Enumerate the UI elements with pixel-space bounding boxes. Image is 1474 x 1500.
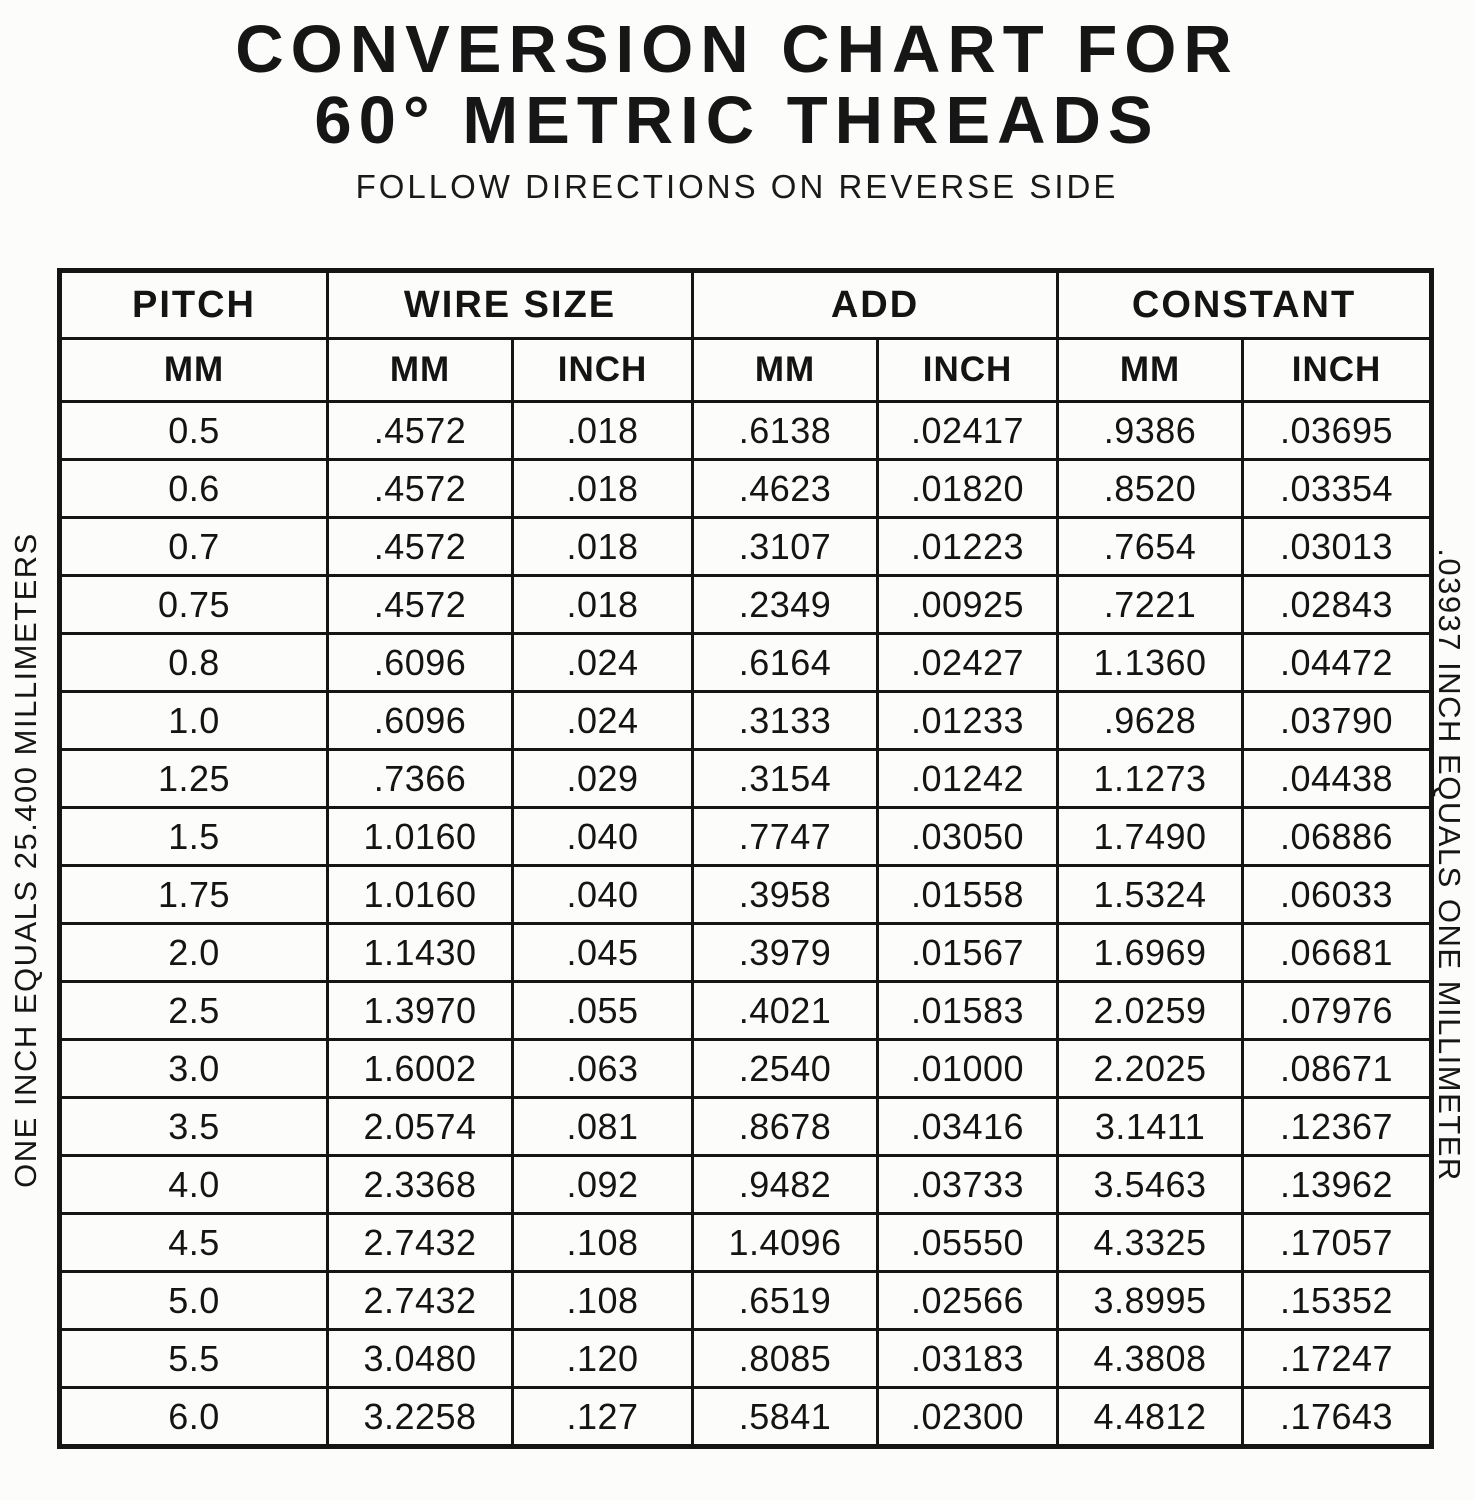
table-cell: .03733 <box>878 1156 1058 1214</box>
page-title-line-1: CONVERSION CHART FOR <box>235 12 1239 87</box>
table-cell: .6138 <box>693 402 878 460</box>
table-cell: .127 <box>513 1388 693 1447</box>
table-cell: .4572 <box>328 402 513 460</box>
table-cell: .2349 <box>693 576 878 634</box>
table-cell: .08671 <box>1243 1040 1432 1098</box>
table-body <box>60 402 1432 1447</box>
table-cell: .045 <box>513 924 693 982</box>
table-cell: 1.1360 <box>1058 634 1243 692</box>
table-cell: .04438 <box>1243 750 1432 808</box>
table-cell: .018 <box>513 576 693 634</box>
table-row <box>60 1214 1432 1272</box>
header-pitch: PITCH <box>60 271 328 339</box>
table-cell: .092 <box>513 1156 693 1214</box>
table-cell: .03050 <box>878 808 1058 866</box>
table-cell: 1.1273 <box>1058 750 1243 808</box>
table-cell: .02566 <box>878 1272 1058 1330</box>
table-cell: 3.0480 <box>328 1330 513 1388</box>
table-cell: 1.0160 <box>328 866 513 924</box>
table-cell: .03416 <box>878 1098 1058 1156</box>
table-cell: 2.3368 <box>328 1156 513 1214</box>
table-cell: .6164 <box>693 634 878 692</box>
table-cell: 1.6002 <box>328 1040 513 1098</box>
table-row <box>60 460 1432 518</box>
table-cell: 1.75 <box>60 866 328 924</box>
table-row <box>60 1098 1432 1156</box>
table-cell: .01223 <box>878 518 1058 576</box>
table-cell: .6519 <box>693 1272 878 1330</box>
table-cell: .3154 <box>693 750 878 808</box>
table-row <box>60 982 1432 1040</box>
table-cell: .03183 <box>878 1330 1058 1388</box>
table-cell: 1.0160 <box>328 808 513 866</box>
table-cell: .063 <box>513 1040 693 1098</box>
table-cell: .7221 <box>1058 576 1243 634</box>
table-row <box>60 576 1432 634</box>
table-cell: .6096 <box>328 692 513 750</box>
table-cell: 4.3808 <box>1058 1330 1243 1388</box>
table-cell: 2.2025 <box>1058 1040 1243 1098</box>
table-row <box>60 1040 1432 1098</box>
table-cell: 3.5 <box>60 1098 328 1156</box>
subheader-pitch-mm: MM <box>60 339 328 402</box>
table-cell: .3979 <box>693 924 878 982</box>
table-cell: 3.2258 <box>328 1388 513 1447</box>
table-row <box>60 924 1432 982</box>
table-cell: .8678 <box>693 1098 878 1156</box>
table-row <box>60 1388 1432 1447</box>
table-row <box>60 692 1432 750</box>
table-cell: .4572 <box>328 576 513 634</box>
table-cell: 2.0259 <box>1058 982 1243 1040</box>
table-cell: .01820 <box>878 460 1058 518</box>
table-cell: .4572 <box>328 518 513 576</box>
table-cell: .06886 <box>1243 808 1432 866</box>
table-cell: .02300 <box>878 1388 1058 1447</box>
table-row <box>60 1330 1432 1388</box>
table-cell: .7366 <box>328 750 513 808</box>
table-cell: 1.25 <box>60 750 328 808</box>
left-margin-note: ONE INCH EQUALS 25.400 MILLIMETERS <box>8 532 43 1188</box>
table-cell: .4623 <box>693 460 878 518</box>
table-row <box>60 1272 1432 1330</box>
table-row <box>60 808 1432 866</box>
table-cell: .2540 <box>693 1040 878 1098</box>
group-header-row <box>60 271 1432 339</box>
table-cell: .055 <box>513 982 693 1040</box>
table-cell: .01233 <box>878 692 1058 750</box>
table-cell: 1.6969 <box>1058 924 1243 982</box>
table-cell: .108 <box>513 1214 693 1272</box>
table-cell: .8520 <box>1058 460 1243 518</box>
table-cell: 0.7 <box>60 518 328 576</box>
table-row <box>60 634 1432 692</box>
table-cell: .5841 <box>693 1388 878 1447</box>
table-cell: 0.8 <box>60 634 328 692</box>
table-cell: .17247 <box>1243 1330 1432 1388</box>
table-row <box>60 518 1432 576</box>
table-cell: 4.4812 <box>1058 1388 1243 1447</box>
header-add: ADD <box>693 271 1058 339</box>
table-cell: .040 <box>513 808 693 866</box>
page-title-line-2: 60° METRIC THREADS <box>314 83 1160 159</box>
table-cell: .7747 <box>693 808 878 866</box>
table-cell: .040 <box>513 866 693 924</box>
table-cell: 3.5463 <box>1058 1156 1243 1214</box>
table-cell: .108 <box>513 1272 693 1330</box>
table-cell: .07976 <box>1243 982 1432 1040</box>
table-cell: .01242 <box>878 750 1058 808</box>
table-cell: .17643 <box>1243 1388 1432 1447</box>
table-cell: .02427 <box>878 634 1058 692</box>
table-cell: 3.8995 <box>1058 1272 1243 1330</box>
table-cell: 0.5 <box>60 402 328 460</box>
table-cell: .15352 <box>1243 1272 1432 1330</box>
table-cell: .02417 <box>878 402 1058 460</box>
subheader-add-mm: MM <box>693 339 878 402</box>
table-cell: .3133 <box>693 692 878 750</box>
table-cell: 1.4096 <box>693 1214 878 1272</box>
conversion-table-wrap <box>57 268 1434 1449</box>
table-cell: 6.0 <box>60 1388 328 1447</box>
table-cell: .13962 <box>1243 1156 1432 1214</box>
table-cell: 4.0 <box>60 1156 328 1214</box>
table-cell: .04472 <box>1243 634 1432 692</box>
table-cell: 1.5324 <box>1058 866 1243 924</box>
table-cell: .029 <box>513 750 693 808</box>
table-cell: .6096 <box>328 634 513 692</box>
table-cell: 3.0 <box>60 1040 328 1098</box>
table-cell: 1.0 <box>60 692 328 750</box>
page-header <box>0 0 1474 206</box>
table-cell: .3958 <box>693 866 878 924</box>
table-cell: 0.6 <box>60 460 328 518</box>
conversion-table <box>57 268 1434 1449</box>
table-cell: .01000 <box>878 1040 1058 1098</box>
table-cell: .03013 <box>1243 518 1432 576</box>
table-cell: 1.5 <box>60 808 328 866</box>
table-cell: .05550 <box>878 1214 1058 1272</box>
table-cell: 4.5 <box>60 1214 328 1272</box>
table-cell: .03790 <box>1243 692 1432 750</box>
table-cell: .4572 <box>328 460 513 518</box>
table-cell: .06681 <box>1243 924 1432 982</box>
table-cell: .00925 <box>878 576 1058 634</box>
table-cell: 4.3325 <box>1058 1214 1243 1272</box>
table-cell: .12367 <box>1243 1098 1432 1156</box>
table-cell: 2.7432 <box>328 1214 513 1272</box>
table-cell: .018 <box>513 402 693 460</box>
table-cell: .9386 <box>1058 402 1243 460</box>
table-cell: .7654 <box>1058 518 1243 576</box>
table-cell: .024 <box>513 692 693 750</box>
table-cell: .03695 <box>1243 402 1432 460</box>
subheader-wire-mm: MM <box>328 339 513 402</box>
header-constant: CONSTANT <box>1058 271 1432 339</box>
table-cell: .081 <box>513 1098 693 1156</box>
subheader-constant-inch: INCH <box>1243 339 1432 402</box>
table-row <box>60 1156 1432 1214</box>
table-cell: 2.0 <box>60 924 328 982</box>
sub-header-row <box>60 339 1432 402</box>
table-cell: .02843 <box>1243 576 1432 634</box>
table-cell: 0.75 <box>60 576 328 634</box>
table-row <box>60 750 1432 808</box>
subheader-add-inch: INCH <box>878 339 1058 402</box>
table-cell: .01567 <box>878 924 1058 982</box>
table-header <box>60 271 1432 402</box>
table-row <box>60 402 1432 460</box>
table-cell: 3.1411 <box>1058 1098 1243 1156</box>
table-cell: 2.5 <box>60 982 328 1040</box>
subheader-wire-inch: INCH <box>513 339 693 402</box>
subheader-constant-mm: MM <box>1058 339 1243 402</box>
table-cell: 1.3970 <box>328 982 513 1040</box>
table-row <box>60 866 1432 924</box>
table-cell: .9628 <box>1058 692 1243 750</box>
table-cell: .3107 <box>693 518 878 576</box>
table-cell: .024 <box>513 634 693 692</box>
table-cell: .4021 <box>693 982 878 1040</box>
table-cell: .018 <box>513 460 693 518</box>
table-cell: 5.0 <box>60 1272 328 1330</box>
table-cell: .01583 <box>878 982 1058 1040</box>
table-cell: .01558 <box>878 866 1058 924</box>
table-cell: .17057 <box>1243 1214 1432 1272</box>
header-wire-size: WIRE SIZE <box>328 271 693 339</box>
page-subtitle: FOLLOW DIRECTIONS ON REVERSE SIDE <box>355 168 1119 206</box>
table-cell: 1.7490 <box>1058 808 1243 866</box>
table-cell: .018 <box>513 518 693 576</box>
table-cell: .120 <box>513 1330 693 1388</box>
table-cell: 1.1430 <box>328 924 513 982</box>
right-margin-note: .03937 INCH EQUALS ONE MILLIMETER <box>1432 548 1467 1182</box>
table-cell: .03354 <box>1243 460 1432 518</box>
table-cell: .9482 <box>693 1156 878 1214</box>
table-cell: 5.5 <box>60 1330 328 1388</box>
table-cell: 2.0574 <box>328 1098 513 1156</box>
table-cell: .8085 <box>693 1330 878 1388</box>
table-cell: .06033 <box>1243 866 1432 924</box>
table-cell: 2.7432 <box>328 1272 513 1330</box>
